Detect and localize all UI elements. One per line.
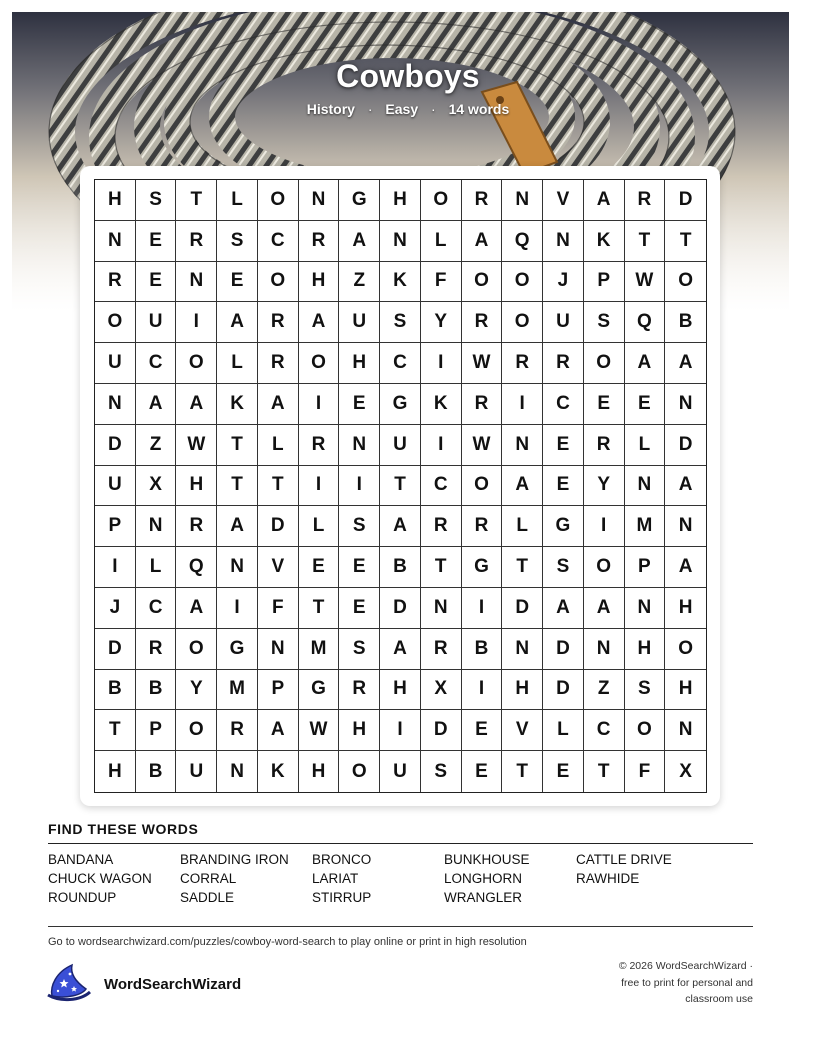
grid-cell[interactable]: U [380,425,421,466]
grid-cell[interactable]: L [217,343,258,384]
grid-cell[interactable]: A [462,221,503,262]
grid-cell[interactable]: I [299,466,340,507]
copyright-line: free to print for personal and [621,976,753,989]
grid-cell[interactable]: T [665,221,706,262]
word-list-item: BRONCO [312,852,372,867]
grid-cell[interactable]: E [584,384,625,425]
grid-cell[interactable]: O [176,343,217,384]
puzzle-difficulty: Easy [385,101,419,117]
grid-cell[interactable]: E [543,425,584,466]
grid-cell[interactable]: H [95,180,136,221]
grid-cell[interactable]: T [502,751,543,792]
grid-cell[interactable]: S [421,751,462,792]
grid-cell[interactable]: N [665,384,706,425]
grid-cell[interactable]: R [421,506,462,547]
grid-cell[interactable]: E [543,751,584,792]
brand[interactable] [46,962,241,1007]
grid-cell[interactable]: R [543,343,584,384]
grid-cell[interactable]: G [299,670,340,711]
letter-grid[interactable] [94,179,707,793]
grid-cell[interactable]: T [258,466,299,507]
grid-cell[interactable]: A [339,221,380,262]
grid-cell[interactable]: R [462,506,503,547]
grid-cell[interactable]: N [665,506,706,547]
grid-cell[interactable]: O [258,180,299,221]
grid-cell[interactable]: D [380,588,421,629]
grid-cell[interactable]: O [502,302,543,343]
grid-cell[interactable]: A [217,506,258,547]
grid-cell[interactable]: I [584,506,625,547]
grid-cell[interactable]: I [339,466,380,507]
grid-cell[interactable]: F [258,588,299,629]
grid-cell[interactable]: L [136,547,177,588]
grid-cell[interactable]: A [380,629,421,670]
grid-cell[interactable]: S [217,221,258,262]
grid-cell[interactable]: U [543,302,584,343]
grid-cell[interactable]: T [217,466,258,507]
grid-cell[interactable]: E [136,221,177,262]
word-list-item: LARIAT [312,871,359,886]
grid-cell[interactable]: N [502,180,543,221]
grid-cell[interactable]: N [95,221,136,262]
grid-cell[interactable]: H [665,670,706,711]
grid-cell[interactable]: H [502,670,543,711]
title-block [0,58,816,117]
meta-separator: · [431,101,436,117]
grid-cell[interactable]: P [625,547,666,588]
grid-cell[interactable]: T [625,221,666,262]
grid-cell[interactable]: H [380,670,421,711]
grid-cell[interactable]: I [462,588,503,629]
grid-cell[interactable]: Q [625,302,666,343]
grid-cell[interactable]: N [625,466,666,507]
grid-cell[interactable]: N [543,221,584,262]
grid-cell[interactable]: R [176,221,217,262]
grid-cell[interactable]: R [299,425,340,466]
grid-cell[interactable]: H [299,262,340,303]
grid-cell[interactable]: L [502,506,543,547]
grid-cell[interactable]: K [258,751,299,792]
grid-cell[interactable]: R [584,425,625,466]
grid-cell[interactable]: L [543,710,584,751]
grid-cell[interactable]: Z [339,262,380,303]
grid-cell[interactable]: U [380,751,421,792]
wizard-hat-icon [46,962,92,1007]
grid-cell[interactable]: K [380,262,421,303]
grid-cell[interactable]: C [258,221,299,262]
grid-cell[interactable]: E [625,384,666,425]
grid-cell[interactable]: C [136,343,177,384]
grid-cell[interactable]: F [625,751,666,792]
grid-cell[interactable]: T [95,710,136,751]
grid-cell[interactable]: C [584,710,625,751]
copyright-line: © 2026 WordSearchWizard · [618,960,753,972]
grid-cell[interactable]: A [299,302,340,343]
grid-cell[interactable]: D [421,710,462,751]
grid-cell[interactable]: G [217,629,258,670]
grid-cell[interactable]: H [176,466,217,507]
grid-cell[interactable]: D [258,506,299,547]
grid-cell[interactable]: D [543,629,584,670]
grid-cell[interactable]: O [95,302,136,343]
grid-cell[interactable]: D [543,670,584,711]
grid-cell[interactable]: N [380,221,421,262]
grid-cell[interactable]: P [584,262,625,303]
word-list-item: RAWHIDE [576,871,640,886]
grid-cell[interactable]: Q [176,547,217,588]
copyright-line: classroom use [685,993,753,1005]
grid-cell[interactable]: N [625,588,666,629]
grid-cell[interactable]: M [217,670,258,711]
grid-cell[interactable]: R [95,262,136,303]
puzzle-category: History [306,101,355,117]
grid-cell[interactable]: E [462,751,503,792]
grid-cell[interactable]: P [95,506,136,547]
grid-cell[interactable]: N [584,629,625,670]
grid-cell[interactable]: L [299,506,340,547]
grid-cell[interactable]: T [380,466,421,507]
grid-cell[interactable]: B [136,670,177,711]
grid-cell[interactable]: I [502,384,543,425]
grid-cell[interactable]: F [421,262,462,303]
grid-cell[interactable]: O [584,343,625,384]
grid-cell[interactable]: E [299,547,340,588]
grid-cell[interactable]: O [584,547,625,588]
grid-cell[interactable]: D [95,425,136,466]
footer-divider [48,926,753,927]
grid-cell[interactable]: I [421,343,462,384]
grid-cell[interactable]: L [421,221,462,262]
grid-cell[interactable]: T [584,751,625,792]
grid-cell[interactable]: D [95,629,136,670]
grid-cell[interactable]: G [339,180,380,221]
grid-cell[interactable]: A [258,384,299,425]
grid-cell[interactable]: I [95,547,136,588]
grid-cell[interactable]: N [95,384,136,425]
grid-cell[interactable]: E [543,466,584,507]
grid-cell[interactable]: N [665,710,706,751]
word-list-item: CHUCK WAGON [48,871,152,886]
grid-cell[interactable]: M [625,506,666,547]
grid-cell[interactable]: N [258,629,299,670]
grid-cell[interactable]: U [339,302,380,343]
grid-cell[interactable]: L [217,180,258,221]
grid-cell[interactable]: H [339,710,380,751]
grid-cell[interactable]: V [502,710,543,751]
grid-cell[interactable]: W [462,343,503,384]
grid-cell[interactable]: N [502,629,543,670]
grid-cell[interactable]: R [502,343,543,384]
grid-cell[interactable]: H [339,343,380,384]
grid-cell[interactable]: Y [421,302,462,343]
grid-cell[interactable]: G [380,384,421,425]
grid-cell[interactable]: G [543,506,584,547]
grid-cell[interactable]: K [217,384,258,425]
puzzle-title: Cowboys [336,58,480,94]
grid-cell[interactable]: O [665,629,706,670]
grid-cell[interactable]: I [176,302,217,343]
grid-cell[interactable]: O [176,629,217,670]
grid-cell[interactable]: C [543,384,584,425]
grid-cell[interactable]: A [625,343,666,384]
grid-cell[interactable]: A [665,547,706,588]
grid-cell[interactable]: N [136,506,177,547]
grid-cell[interactable]: B [665,302,706,343]
grid-cell[interactable]: E [136,262,177,303]
grid-cell[interactable]: O [462,262,503,303]
word-list-item: ROUNDUP [48,890,117,905]
grid-cell[interactable]: R [462,302,503,343]
grid-cell[interactable]: O [176,710,217,751]
grid-cell[interactable]: U [95,466,136,507]
word-list-heading: FIND THESE WORDS [48,821,753,844]
grid-cell[interactable]: W [625,262,666,303]
grid-cell[interactable]: W [299,710,340,751]
grid-cell[interactable]: A [380,506,421,547]
grid-cell[interactable]: B [462,629,503,670]
grid-cell[interactable]: A [136,384,177,425]
word-list-item: LONGHORN [444,871,523,886]
word-list-item: STIRRUP [312,890,372,905]
grid-cell[interactable]: X [421,670,462,711]
grid-cell[interactable]: O [258,262,299,303]
grid-cell[interactable]: V [258,547,299,588]
grid-cell[interactable]: U [176,751,217,792]
grid-cell[interactable]: T [421,547,462,588]
grid-cell[interactable]: T [502,547,543,588]
grid-cell[interactable]: N [339,425,380,466]
grid-cell[interactable]: X [136,466,177,507]
grid-cell[interactable]: U [95,343,136,384]
grid-cell[interactable]: I [462,670,503,711]
grid-cell[interactable]: R [258,302,299,343]
grid-cell[interactable]: D [665,180,706,221]
grid-cell[interactable]: O [299,343,340,384]
grid-cell[interactable]: L [258,425,299,466]
grid-cell[interactable]: C [136,588,177,629]
grid-cell[interactable]: R [217,710,258,751]
grid-cell[interactable]: I [217,588,258,629]
word-list-item: BUNKHOUSE [444,852,530,867]
word-list [48,852,753,905]
grid-cell[interactable]: A [665,466,706,507]
grid-cell[interactable]: M [299,629,340,670]
grid-cell[interactable]: I [299,384,340,425]
grid-cell[interactable]: X [679,760,692,782]
grid-cell[interactable]: O [421,180,462,221]
grid-cell[interactable]: R [462,180,503,221]
grid-cell[interactable]: C [380,343,421,384]
grid-cell[interactable]: H [95,751,136,792]
grid-cell[interactable]: H [625,629,666,670]
grid-cell[interactable]: W [176,425,217,466]
grid-cell[interactable]: G [462,547,503,588]
grid-cell[interactable]: D [665,425,706,466]
grid-cell[interactable]: N [421,588,462,629]
grid-cell[interactable]: B [136,751,177,792]
grid-cell[interactable]: O [502,262,543,303]
grid-cell[interactable]: S [380,302,421,343]
grid-cell[interactable]: H [380,180,421,221]
puzzle-word-count: 14 words [448,101,510,117]
grid-cell[interactable]: Y [584,466,625,507]
grid-cell[interactable]: W [462,425,503,466]
grid-cell[interactable]: B [380,547,421,588]
grid-cell[interactable]: R [258,343,299,384]
grid-cell[interactable]: T [176,180,217,221]
grid-cell[interactable]: A [176,588,217,629]
grid-cell[interactable]: T [299,588,340,629]
grid-cell[interactable]: R [421,629,462,670]
grid-cell[interactable]: R [136,629,177,670]
grid-cell[interactable]: S [543,547,584,588]
word-list-item: CORRAL [180,871,237,886]
grid-cell[interactable]: R [176,506,217,547]
grid-cell[interactable]: N [502,425,543,466]
grid-cell[interactable]: Z [136,425,177,466]
grid-cell[interactable]: H [665,588,706,629]
grid-cell[interactable]: N [217,547,258,588]
grid-cell[interactable]: B [95,670,136,711]
grid-cell[interactable]: O [665,262,706,303]
grid-cell[interactable]: Y [176,670,217,711]
grid-cell[interactable]: I [380,710,421,751]
word-list-item: SADDLE [180,890,235,905]
grid-cell[interactable]: J [543,262,584,303]
grid-cell[interactable]: N [299,180,340,221]
grid-cell[interactable]: K [421,384,462,425]
grid-cell[interactable]: E [339,547,380,588]
word-list-item: BANDANA [48,852,114,867]
grid-cell[interactable]: S [625,670,666,711]
grid-cell[interactable]: D [502,588,543,629]
grid-cell[interactable]: A [584,180,625,221]
puzzle-meta [0,101,816,117]
grid-cell[interactable]: A [584,588,625,629]
grid-cell[interactable]: Q [502,221,543,262]
grid-cell[interactable]: H [299,751,340,792]
word-list-item: CATTLE DRIVE [576,852,672,867]
grid-cell[interactable]: A [502,466,543,507]
grid-cell[interactable]: P [136,710,177,751]
grid-cell[interactable]: I [421,425,462,466]
grid-cell[interactable]: E [339,384,380,425]
grid-cell[interactable]: J [95,588,136,629]
grid-cell[interactable]: P [258,670,299,711]
word-list-item: WRANGLER [444,890,523,905]
grid-cell[interactable]: R [625,180,666,221]
grid-cell[interactable]: O [625,710,666,751]
grid-cell[interactable]: A [665,343,706,384]
grid-cell[interactable]: C [421,466,462,507]
grid-cell[interactable]: S [584,302,625,343]
grid-cell[interactable]: E [462,710,503,751]
grid-cell[interactable]: E [217,262,258,303]
grid-cell[interactable]: O [462,466,503,507]
grid-cell[interactable]: N [176,262,217,303]
grid-cell[interactable]: R [299,221,340,262]
grid-cell[interactable]: V [543,180,584,221]
grid-cell[interactable]: A [258,710,299,751]
grid-cell[interactable]: A [217,302,258,343]
grid-cell[interactable]: Z [584,670,625,711]
grid-cell[interactable]: T [217,425,258,466]
grid-cell[interactable]: L [625,425,666,466]
grid-cell[interactable]: A [176,384,217,425]
grid-cell[interactable]: R [339,670,380,711]
grid-cell[interactable]: S [339,629,380,670]
word-list-item: BRANDING IRON [180,852,289,867]
meta-separator: · [367,101,373,117]
grid-cell[interactable]: R [462,384,503,425]
grid-cell[interactable]: U [136,302,177,343]
grid-cell[interactable]: N [217,751,258,792]
brand-name: WordSearchWizard [104,976,242,993]
copyright-notice [619,958,753,1008]
grid-cell[interactable]: O [339,751,380,792]
grid-cell[interactable]: A [543,588,584,629]
grid-cell[interactable]: E [339,588,380,629]
grid-cell[interactable]: S [136,180,177,221]
grid-cell[interactable]: K [584,221,625,262]
grid-cell[interactable]: S [339,506,380,547]
footer-link-text[interactable]: Go to wordsearchwizard.com/puzzles/cowboy-word-search to play online or print in high resolution [48,936,527,948]
